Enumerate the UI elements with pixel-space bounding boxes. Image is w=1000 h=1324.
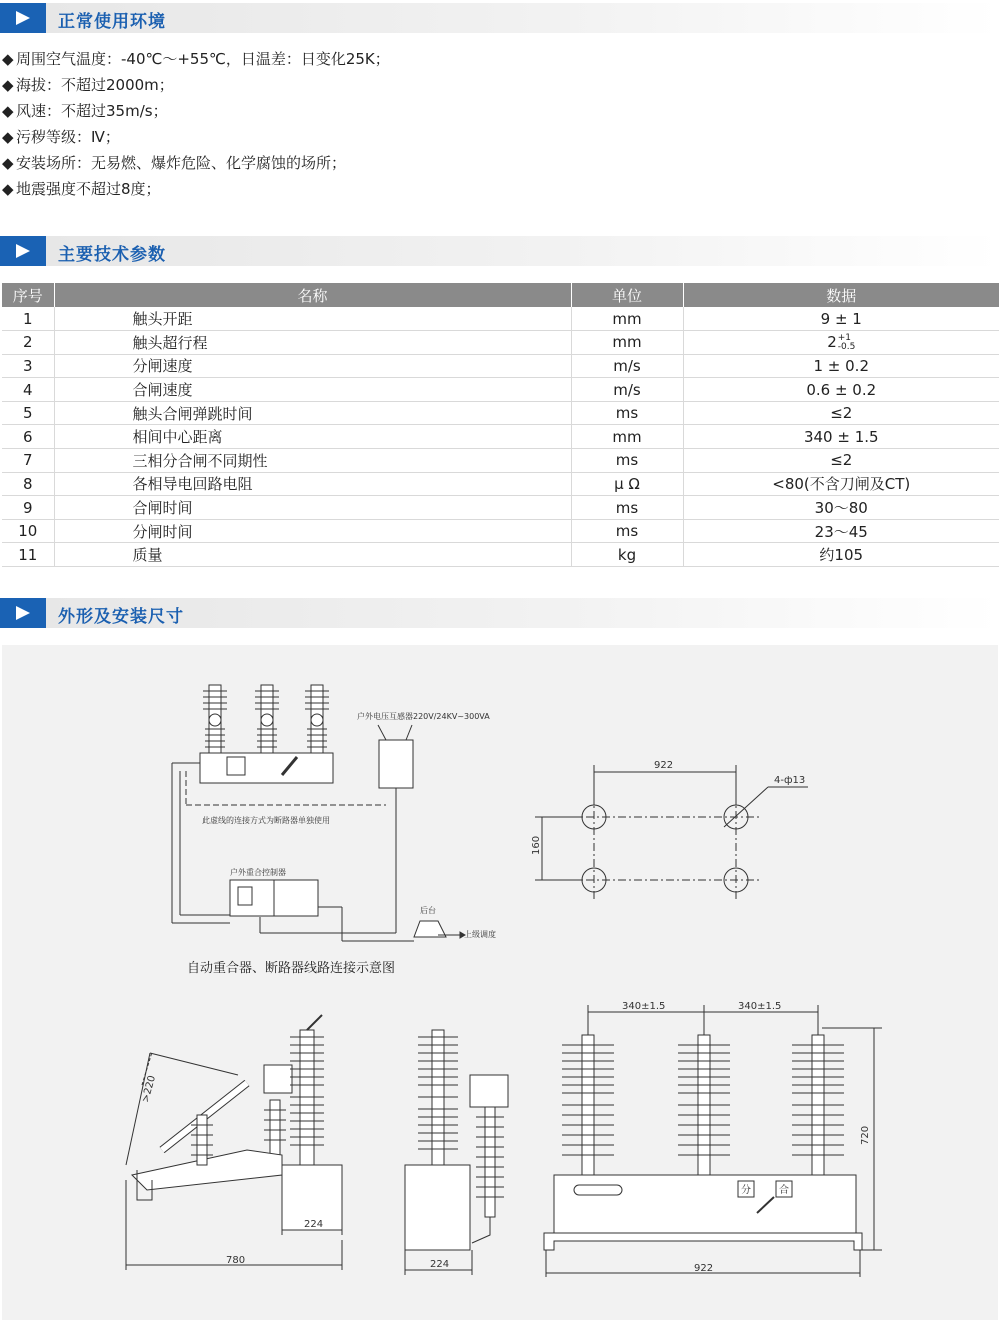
row-unit: ms [571, 401, 683, 425]
row-index: 1 [2, 307, 54, 331]
row-value: ≤2 [683, 449, 999, 473]
row-index: 8 [2, 472, 54, 496]
mid-width-label: 224 [430, 1259, 450, 1270]
front-spacing-2-label: 340±1.5 [738, 1001, 782, 1012]
diamond-bullet-icon: ◆ [2, 128, 14, 146]
table-row [2, 307, 999, 331]
row-value: 30～80 [683, 496, 999, 520]
list-item: ◆ 安装场所：无易燃、爆炸危险、化学腐蚀的场所； [2, 150, 390, 176]
bushing-icon [255, 685, 279, 753]
row-index: 5 [2, 401, 54, 425]
play-icon [0, 3, 46, 33]
row-value: 约105 [683, 543, 999, 567]
side-width-1-label: 224 [304, 1219, 324, 1230]
tolerance: +1 -0.5 [837, 332, 856, 352]
col-header: 数据 [683, 283, 999, 307]
row-unit: mm [571, 425, 683, 449]
row-value: 2 +1 -0.5 [683, 331, 999, 355]
col-header: 名称 [54, 283, 571, 307]
diamond-bullet-icon: ◆ [2, 76, 14, 94]
row-name: 相间中心距离 [54, 425, 571, 449]
row-name: 触头合闸弹跳时间 [54, 401, 571, 425]
diamond-bullet-icon: ◆ [2, 102, 14, 120]
section-title: 正常使用环境 [58, 12, 166, 32]
row-index: 10 [2, 519, 54, 543]
front-height-label: 720 [860, 1125, 871, 1145]
row-unit: kg [571, 543, 683, 567]
table-row [2, 401, 999, 425]
pt-label: 户外电压互感器220V/24KV~300VA [357, 712, 490, 721]
table-row [2, 543, 999, 567]
row-value: 23～45 [683, 519, 999, 543]
table-row [2, 472, 999, 496]
row-unit: m/s [571, 378, 683, 402]
row-value: ≤2 [683, 401, 999, 425]
diamond-bullet-icon: ◆ [2, 154, 14, 172]
diamond-bullet-icon: ◆ [2, 50, 14, 68]
table-row [2, 425, 999, 449]
wiring-caption: 自动重合器、断路器线路连接示意图 [187, 961, 396, 976]
dimension-drawings [2, 645, 998, 1320]
row-unit: μ Ω [571, 472, 683, 496]
section-header-spec [0, 236, 1000, 266]
wiring-diagram [172, 685, 465, 941]
col-header: 序号 [2, 283, 54, 307]
table-header-row [2, 283, 999, 307]
row-index: 6 [2, 425, 54, 449]
row-unit: ms [571, 449, 683, 473]
row-name: 各相导电回路电阻 [54, 472, 571, 496]
row-name: 触头超行程 [54, 331, 571, 355]
row-unit: mm [571, 331, 683, 355]
col-header: 单位 [571, 283, 683, 307]
row-unit: mm [571, 307, 683, 331]
row-name: 分闸速度 [54, 354, 571, 378]
row-name: 合闸时间 [54, 496, 571, 520]
row-value: 340 ± 1.5 [683, 425, 999, 449]
row-name: 分闸时间 [54, 519, 571, 543]
env-list [2, 46, 390, 202]
section-title: 主要技术参数 [58, 245, 166, 265]
row-name: 三相分合闸不同期性 [54, 449, 571, 473]
row-unit: m/s [571, 354, 683, 378]
hole-label: 4-ф13 [774, 775, 806, 786]
play-icon [0, 236, 46, 266]
dashed-note: 此虚线的连接方式为断路器单独使用 [202, 816, 330, 825]
hole-spacing-x-label: 922 [654, 760, 674, 771]
list-item: ◆ 海拔：不超过2000m； [2, 72, 390, 98]
row-index: 9 [2, 496, 54, 520]
row-index: 2 [2, 331, 54, 355]
row-name: 质量 [54, 543, 571, 567]
drawings-svg [2, 645, 998, 1320]
list-item: ◆ 周围空气温度：-40℃～+55℃，日温差：日变化25K； [2, 46, 390, 72]
row-value: 9 ± 1 [683, 307, 999, 331]
list-item: ◆ 地震强度不超过8度； [2, 176, 390, 202]
table-row [2, 331, 999, 355]
close-label: 合 [779, 1185, 789, 1196]
open-label: 分 [741, 1185, 751, 1196]
row-index: 11 [2, 543, 54, 567]
play-icon [0, 598, 46, 628]
row-name: 触头开距 [54, 307, 571, 331]
upper-label: 上级调度 [464, 930, 496, 939]
spec-table [2, 283, 999, 567]
front-width-label: 922 [694, 1263, 714, 1274]
row-index: 3 [2, 354, 54, 378]
section-title: 外形及安装尺寸 [58, 607, 184, 627]
row-index: 4 [2, 378, 54, 402]
list-item: ◆ 风速：不超过35m/s； [2, 98, 390, 124]
bushing-icon [203, 685, 227, 753]
row-unit: ms [571, 519, 683, 543]
row-unit: ms [571, 496, 683, 520]
side-angle-label: >220 [140, 1074, 159, 1104]
side-view-drawing [126, 1015, 342, 1270]
table-row [2, 496, 999, 520]
section-header-dims [0, 598, 1000, 628]
table-row [2, 519, 999, 543]
diamond-bullet-icon: ◆ [2, 180, 14, 198]
front-spacing-1-label: 340±1.5 [622, 1001, 666, 1012]
mounting-hole-layout [535, 765, 808, 900]
section-header-env [0, 3, 1000, 33]
table-row [2, 449, 999, 473]
bushing-icon [305, 685, 329, 753]
row-name: 合闸速度 [54, 378, 571, 402]
controller-label: 户外重合控制器 [230, 868, 286, 877]
list-item: ◆ 污秽等级：Ⅳ； [2, 124, 390, 150]
middle-view-drawing [405, 1030, 508, 1275]
front-view-drawing [544, 1005, 882, 1277]
row-value: 0.6 ± 0.2 [683, 378, 999, 402]
row-value: 1 ± 0.2 [683, 354, 999, 378]
backend-label: 后台 [420, 906, 436, 915]
row-value: <80(不含刀闸及CT) [683, 472, 999, 496]
side-width-total-label: 780 [226, 1255, 246, 1266]
row-index: 7 [2, 449, 54, 473]
table-row [2, 354, 999, 378]
hole-spacing-y-label: 160 [531, 835, 542, 855]
table-row [2, 378, 999, 402]
